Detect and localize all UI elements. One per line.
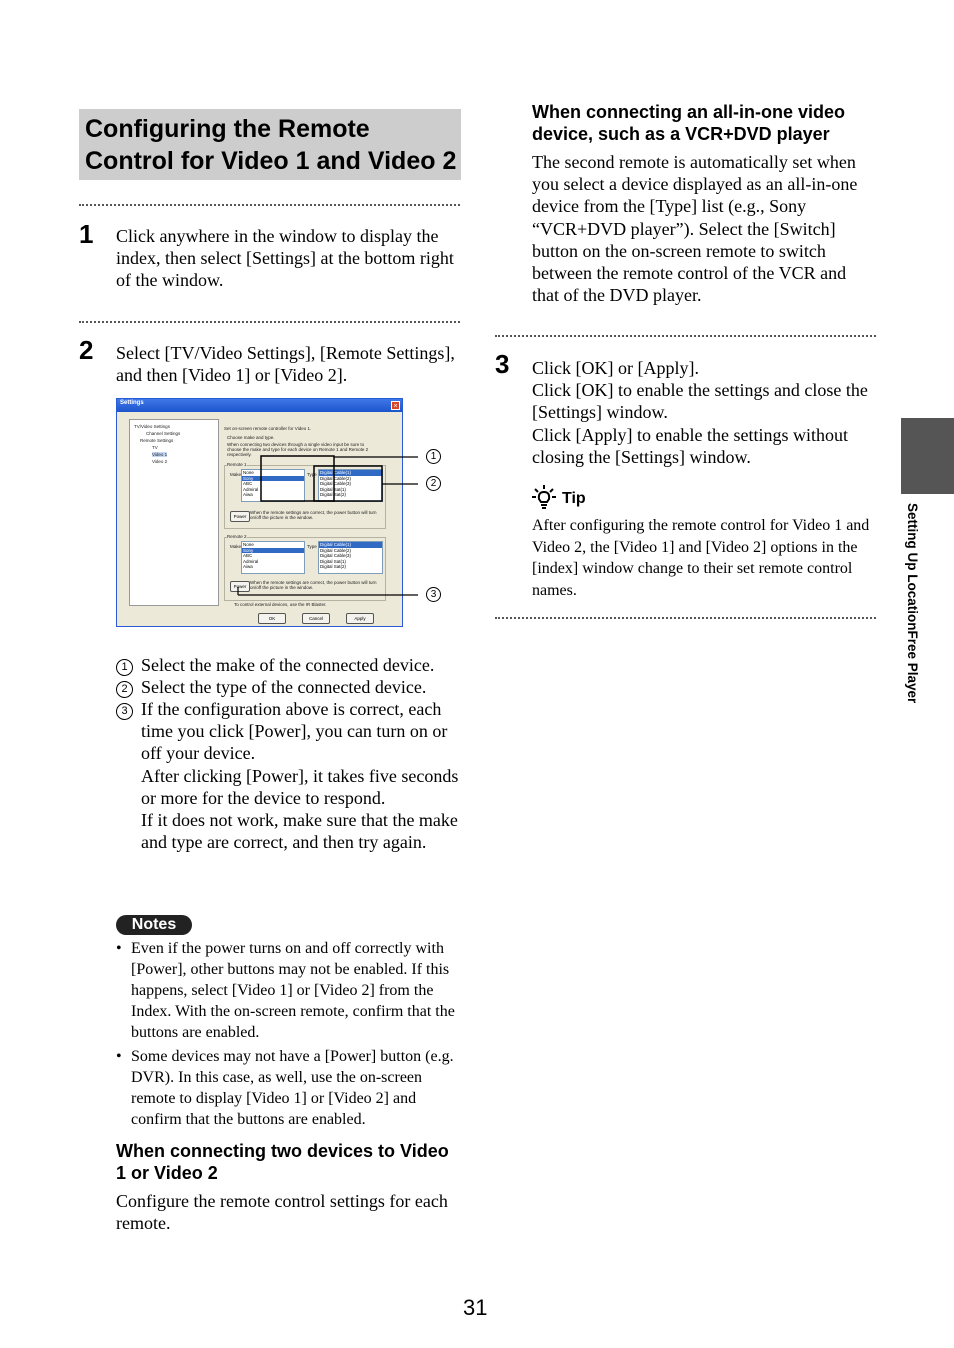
list-item: [116, 654, 461, 676]
power-button: Power: [230, 581, 250, 592]
list-item-text: If the configuration above is correct, each time you click [Power], you can turn on or off your device.: [141, 699, 448, 764]
number-badge: 3: [116, 703, 133, 720]
section-tab: [901, 418, 954, 494]
tree-item: TV: [152, 445, 158, 450]
callout-3: 3: [426, 587, 441, 602]
help-text: When connecting two devices through a single video input be sure to choose the make and type for each device on Remote 1 and Remote 2 respectively.: [227, 442, 369, 457]
divider: [79, 204, 460, 206]
step-3-line: Click [OK] or [Apply].: [532, 358, 699, 378]
notes-badge: Notes: [116, 915, 192, 935]
all-in-one-heading: When connecting an all-in-one video device, such as a VCR+DVD player: [532, 102, 846, 144]
power-button: Power: [230, 511, 250, 522]
step-1-number: 1: [79, 219, 94, 249]
power-text: When the remote settings are correct, the power button will turn on/off the picture in the window.: [250, 580, 377, 590]
make-list: None Sony ABC Admiral Aiwa: [241, 469, 305, 502]
page-title-line-1: Configuring the Remote: [85, 115, 370, 143]
close-icon: ×: [391, 401, 400, 410]
make-label: Make: [230, 544, 242, 549]
ok-button: OK: [258, 613, 286, 624]
bullet-icon: •: [116, 940, 122, 957]
tree-item: Channel Settings: [146, 431, 181, 436]
step-3-text: [532, 357, 877, 468]
type-list: Digital Cable(1) Digital Cable(2) Digital Cable(3) Digital Sat(1) Digital Sat(2): [318, 541, 383, 574]
step-3-line: Click [OK] to enable the settings and close the [Settings] window.: [532, 380, 868, 423]
divider: [495, 617, 876, 619]
make-list: None Sony ABC Admiral Aiwa: [241, 541, 305, 574]
type-label: Type: [307, 544, 317, 549]
remote-2-label: Remote 2: [227, 534, 247, 539]
callout-1: 1: [426, 449, 441, 464]
settings-tree: [129, 419, 219, 606]
list-item-body: [141, 698, 463, 853]
two-devices-text: Configure the remote control settings for each remote.: [116, 1191, 448, 1234]
power-text: When the remote settings are correct, the power button will turn on/off the picture in the window.: [250, 510, 377, 520]
section-tab-label: [905, 503, 931, 753]
list-item-text: Select the type of the connected device.: [141, 677, 427, 697]
tree-item-selected: Video 1: [152, 452, 168, 457]
two-devices-heading: When connecting two devices to Video 1 or Video 2: [116, 1141, 449, 1183]
page-number: 31: [463, 1295, 488, 1320]
window-title-bar: [117, 399, 402, 412]
callout-2: 2: [426, 476, 441, 491]
step-2-number: 2: [79, 335, 94, 365]
note-text: Some devices may not have a [Power] button (e.g. DVR). In this case, as well, use the on-screen remote to display [Video 1] or [Video 2] and confirm that the buttons are enabled.: [131, 1048, 454, 1128]
tip-label: Tip: [562, 490, 586, 507]
tip-text: After configuring the remote control for Video 1 and Video 2, the [Video 1] and [Video 2] options in the [index] window change to their set remote control names.: [532, 517, 870, 599]
step-1-text: Click anywhere in the window to display the index, then select [Settings] at the bottom right of the window.: [116, 226, 454, 291]
page-title-line-2: Control for Video 1 and Video 2: [85, 147, 457, 175]
section-tab-text: Setting Up LocationFree Player: [905, 503, 920, 704]
type-list: Digital Cable(1) Digital Cable(2) Digital Cable(3) Digital Sat(1) Digital Sat(2): [318, 469, 383, 502]
callout-lines: [230, 445, 430, 605]
step-2-text: Select [TV/Video Settings], [Remote Settings], and then [Video 1] or [Video 2].: [116, 343, 455, 386]
cancel-button: Cancel: [302, 613, 330, 624]
all-in-one-text: The second remote is automatically set when you select a device displayed as an all-in-one device from the [Type] list (e.g., Sony “VCR+DVD player”). Select the [Switch] button on the on-screen remote to switch between the remote control of the VCR and that of the DVD player.: [532, 152, 858, 306]
number-badge: 2: [116, 681, 133, 698]
page-title: [85, 113, 460, 177]
bullet-icon: •: [116, 1048, 122, 1065]
list-item: [116, 698, 461, 853]
divider: [79, 321, 460, 323]
divider: [495, 335, 876, 337]
tree-item: Video 2: [152, 459, 168, 464]
header-text: Set on-screen remote controller for Video 1.: [224, 426, 312, 431]
number-badge: 1: [116, 659, 133, 676]
tree-item: TV/Video Settings: [134, 424, 170, 429]
type-label: Type: [307, 472, 317, 477]
choose-text: Choose make and type.: [227, 435, 275, 440]
list-item-text: If it does not work, make sure that the make and type are correct, and then try again.: [141, 810, 458, 853]
step-3-line: Click [Apply] to enable the settings without closing the [Settings] window.: [532, 424, 848, 467]
note-text: Even if the power turns on and off correctly with [Power], other buttons may not be enabled. If this happens, select [Video 1] or [Video 2] from the Index. With the on-screen remote, confirm that the buttons are enabled.: [131, 940, 455, 1041]
step-3-number: 3: [495, 349, 510, 379]
window-title: Settings: [120, 400, 144, 406]
remote-1-label: Remote 1: [227, 462, 247, 467]
list-item-text: After clicking [Power], it takes five seconds or more for the device to respond.: [141, 765, 459, 808]
lightbulb-icon: [532, 484, 556, 510]
make-label: Make: [230, 472, 242, 477]
tree-item: Remote Settings: [140, 438, 174, 443]
footer-text: To control external devices, use the IR Blaster.: [234, 602, 327, 607]
list-item: [116, 676, 461, 698]
list-item-text: Select the make of the connected device.: [141, 655, 435, 675]
apply-button: Apply: [346, 613, 374, 624]
